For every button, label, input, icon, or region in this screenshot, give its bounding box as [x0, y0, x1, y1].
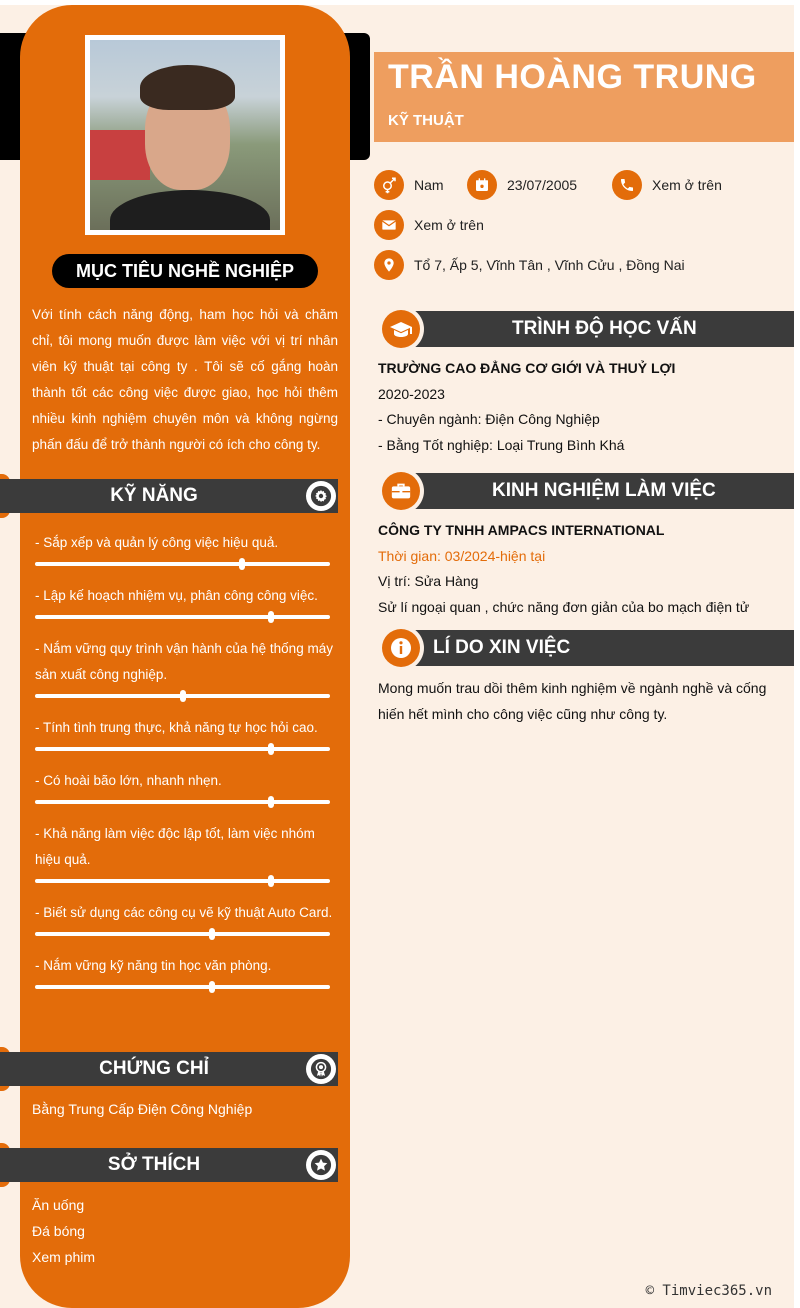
skill-level-marker [180, 690, 186, 702]
skill-item [35, 530, 340, 566]
profile-photo [85, 35, 285, 235]
skill-level-marker [209, 981, 215, 993]
phone-icon [612, 170, 642, 200]
experience-icon-wrap [378, 468, 424, 514]
experience-details [378, 518, 788, 620]
address-info [374, 250, 685, 280]
experience-title: KINH NGHIỆM LÀM VIỆC [492, 480, 716, 501]
gender-info [374, 170, 444, 200]
sidebar [20, 5, 350, 1308]
graduation-cap-icon [382, 310, 420, 348]
education-degree: - Bằng Tốt nghiệp: Loại Trung Bình Khá [378, 436, 625, 453]
skill-level-bar [35, 800, 330, 804]
gear-icon [306, 481, 336, 511]
education-header [400, 311, 794, 347]
skills-title: KỸ NĂNG [110, 485, 198, 506]
email-info [374, 210, 484, 240]
skills-header [0, 479, 338, 513]
skill-text: - Sắp xếp và quản lý công việc hiệu quả. [35, 535, 279, 550]
skill-item [35, 900, 340, 936]
experience-position: Vị trí: Sửa Hàng [378, 573, 479, 589]
skill-item [35, 636, 340, 698]
hobby-item: Ăn uống [32, 1197, 85, 1213]
briefcase-icon [382, 472, 420, 510]
candidate-role: KỸ THUẬT [388, 112, 464, 129]
star-icon [306, 1150, 336, 1180]
reason-icon-wrap [378, 625, 424, 671]
location-pin-icon [374, 250, 404, 280]
education-title: TRÌNH ĐỘ HỌC VẤN [512, 318, 697, 339]
email-value: Xem ở trên [414, 217, 484, 233]
birthday-info [467, 170, 577, 200]
reason-text: Mong muốn trau dồi thêm kinh nghiệm về ngành nghề và cống hiến hết mình cho công việc cũng như công ty. [378, 680, 767, 722]
mail-icon [374, 210, 404, 240]
phone-info [612, 170, 722, 200]
candidate-name: TRẦN HOÀNG TRUNG [388, 58, 757, 96]
skill-level-bar [35, 615, 330, 619]
school-name: TRƯỜNG CAO ĐẲNG CƠ GIỚI VÀ THUỶ LỢI [378, 360, 676, 376]
experience-header [400, 473, 794, 509]
company-name: CÔNG TY TNHH AMPACS INTERNATIONAL [378, 522, 665, 538]
calendar-icon [467, 170, 497, 200]
skill-text: - Tính tình trung thực, khả năng tự học hỏi cao. [35, 720, 318, 735]
hobby-item: Đá bóng [32, 1223, 85, 1239]
skill-text: - Biết sử dụng các công cụ vẽ kỹ thuật Auto Card. [35, 905, 333, 920]
skill-level-marker [268, 875, 274, 887]
certificates-header [0, 1052, 338, 1086]
award-icon [306, 1054, 336, 1084]
skills-list [35, 530, 340, 1006]
skill-item [35, 768, 340, 804]
skill-level-bar [35, 562, 330, 566]
phone-value: Xem ở trên [652, 177, 722, 193]
footer-watermark: © Timviec365.vn [645, 1283, 772, 1299]
skill-item [35, 583, 340, 619]
birthday-value: 23/07/2005 [507, 177, 578, 193]
skill-level-marker [268, 611, 274, 623]
experience-time: Thời gian: 03/2024-hiện tại [378, 547, 546, 564]
hobby-item: Xem phim [32, 1249, 96, 1265]
certificates-title: CHỨNG CHỈ [99, 1058, 209, 1079]
skill-level-marker [239, 558, 245, 570]
hobbies-header [0, 1148, 338, 1182]
skill-level-bar [35, 985, 330, 989]
skill-text: - Khả năng làm việc độc lập tốt, làm việc nhóm hiệu quả. [35, 826, 315, 867]
skill-level-bar [35, 694, 330, 698]
skill-text: - Có hoài bão lớn, nhanh nhẹn. [35, 773, 222, 788]
education-major: - Chuyên ngành: Điện Công Nghiệp [378, 411, 600, 427]
hobbies-title: SỞ THÍCH [107, 1154, 201, 1175]
skill-text: - Nắm vững quy trình vận hành của hệ thống máy sản xuất công nghiệp. [35, 641, 333, 682]
skill-item [35, 953, 340, 989]
skill-level-marker [268, 796, 274, 808]
education-details [378, 356, 788, 458]
skill-level-bar [35, 879, 330, 883]
skill-level-marker [268, 743, 274, 755]
education-period: 2020-2023 [378, 385, 445, 402]
experience-description: Sử lí ngoại quan , chức năng đơn giản của bo mạch điện tử [378, 598, 750, 615]
certificate-item: Bằng Trung Cấp Điện Công Nghiệp [32, 1101, 253, 1117]
skill-level-bar [35, 932, 330, 936]
address-value: Tổ 7, Ấp 5, Vĩnh Tân , Vĩnh Cửu , Đồng Nai [414, 257, 685, 273]
skill-item [35, 821, 340, 883]
objective-text: Với tính cách năng động, ham học hỏi và chăm chỉ, tôi mong muốn được làm việc với vị trí nhân viên kỹ thuật tại công ty . Tôi sẽ cố gắng hoàn thành tốt các công việc được giao, học hỏi thêm nhiều kinh nghiệm chuyên môn và không ngừng phấn đấu để trở thành người có ích cho công ty. [32, 307, 338, 452]
skill-text: - Nắm vững kỹ năng tin học văn phòng. [35, 958, 272, 973]
gender-icon [374, 170, 404, 200]
education-icon-wrap [378, 306, 424, 352]
skill-item [35, 715, 340, 751]
reason-header [400, 630, 794, 666]
skill-text: - Lập kế hoạch nhiệm vụ, phân công công việc. [35, 588, 318, 603]
header-block [374, 52, 794, 142]
skill-level-bar [35, 747, 330, 751]
objective-title: MỤC TIÊU NGHỀ NGHIỆP [52, 254, 318, 288]
gender-value: Nam [414, 177, 444, 193]
info-icon [382, 629, 420, 667]
skill-level-marker [209, 928, 215, 940]
reason-title: LÍ DO XIN VIỆC [433, 637, 571, 658]
